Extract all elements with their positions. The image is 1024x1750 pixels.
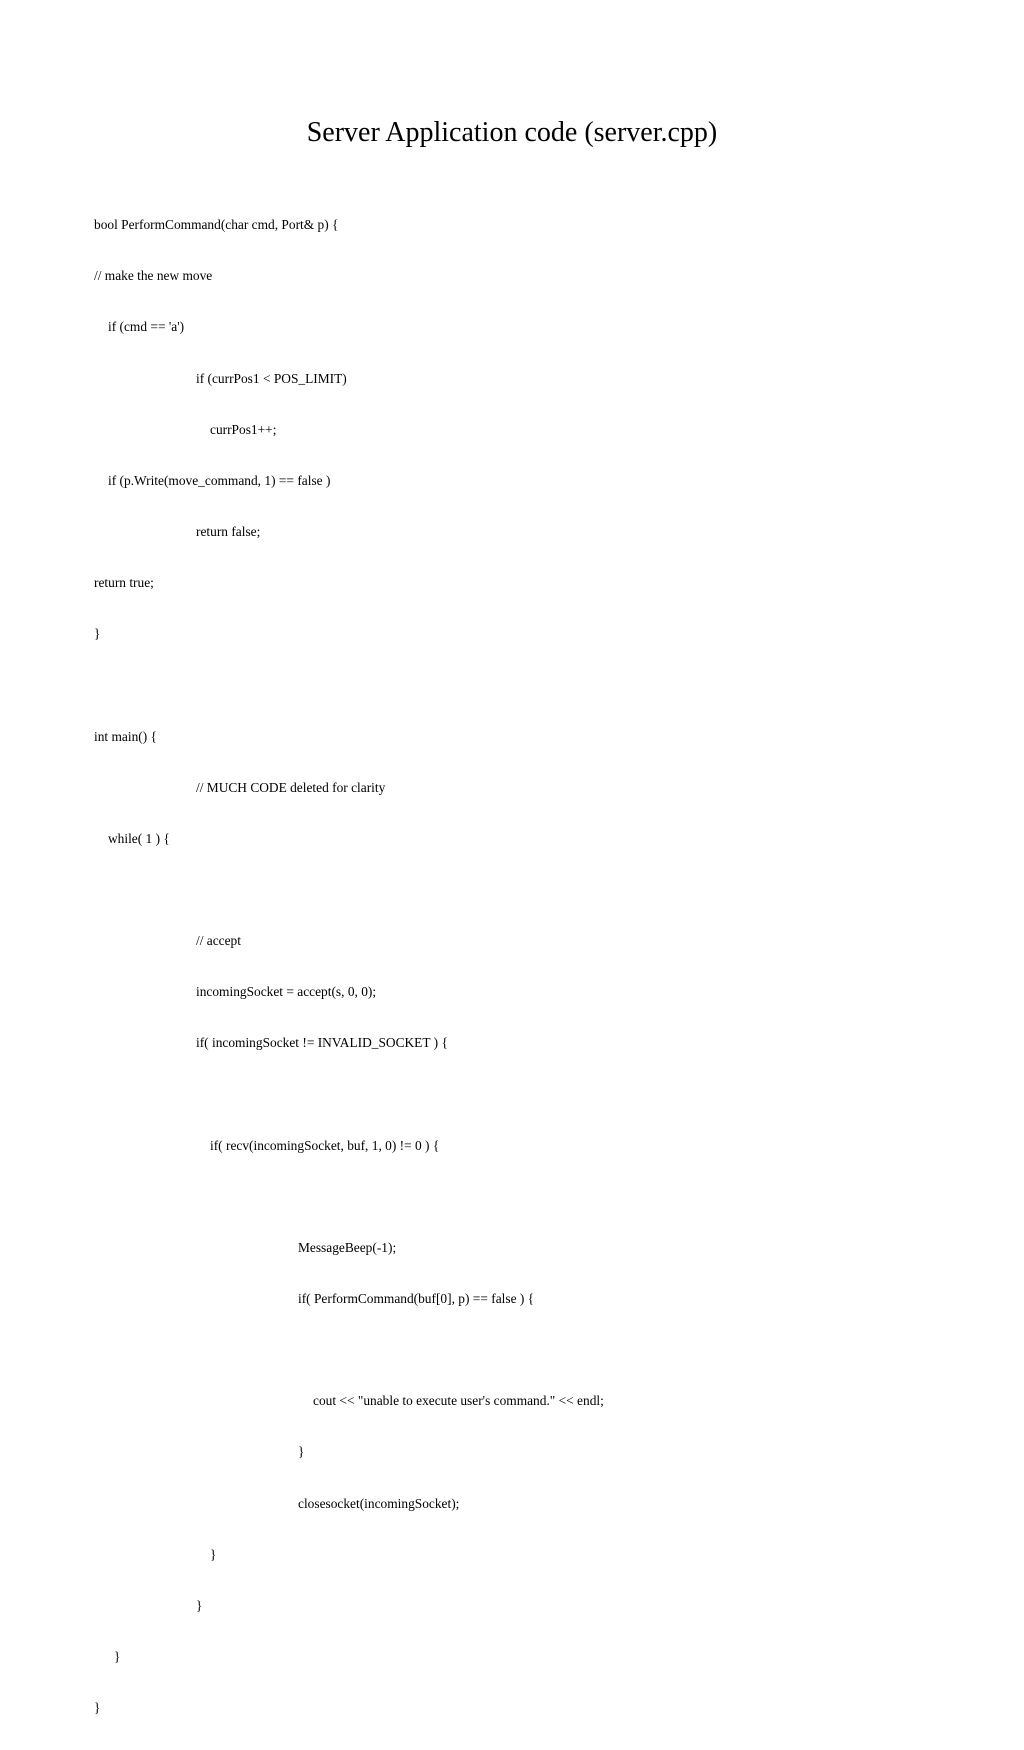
code-block: [94, 182, 974, 1750]
code-line: if( incomingSocket != INVALID_SOCKET ) {: [196, 1035, 448, 1051]
code-line: return true;: [94, 575, 154, 591]
slide-title: Server Application code (server.cpp): [306, 117, 718, 148]
code-line: }: [298, 1444, 305, 1460]
code-line-blank: [94, 1085, 974, 1102]
code-line: }: [114, 1649, 121, 1665]
code-line: }: [94, 1700, 101, 1716]
code-line: while( 1 ) {: [108, 830, 170, 846]
code-line: }: [196, 1597, 203, 1613]
code-line: cout << "unable to execute user's command." << endl;: [313, 1393, 604, 1409]
code-line: }: [210, 1546, 217, 1562]
code-line-blank: [94, 676, 974, 693]
code-line: if( PerformCommand(buf[0], p) == false ) {: [298, 1291, 535, 1307]
code-line: }: [94, 626, 101, 642]
code-line: // accept: [196, 933, 241, 949]
code-line: if (cmd == 'a'): [108, 319, 185, 335]
code-line: incomingSocket = accept(s, 0, 0);: [196, 984, 377, 1000]
code-line: closesocket(incomingSocket);: [298, 1495, 460, 1511]
code-line: return false;: [196, 523, 261, 539]
code-line-blank: [94, 881, 974, 898]
code-line: bool PerformCommand(char cmd, Port& p) {: [94, 217, 339, 233]
code-line-blank: [94, 1188, 974, 1205]
code-line: if( recv(incomingSocket, buf, 1, 0) != 0 ) {: [210, 1137, 440, 1153]
code-line: if (p.Write(move_command, 1) == false ): [108, 472, 331, 488]
code-line-blank: [94, 1341, 974, 1358]
code-line: currPos1++;: [210, 421, 277, 437]
code-line: int main() {: [94, 728, 157, 744]
code-line: // make the new move: [94, 268, 213, 284]
code-line: MessageBeep(-1);: [298, 1239, 397, 1255]
code-line: // MUCH CODE deleted for clarity: [196, 779, 386, 795]
code-line: if (currPos1 < POS_LIMIT): [196, 370, 347, 386]
